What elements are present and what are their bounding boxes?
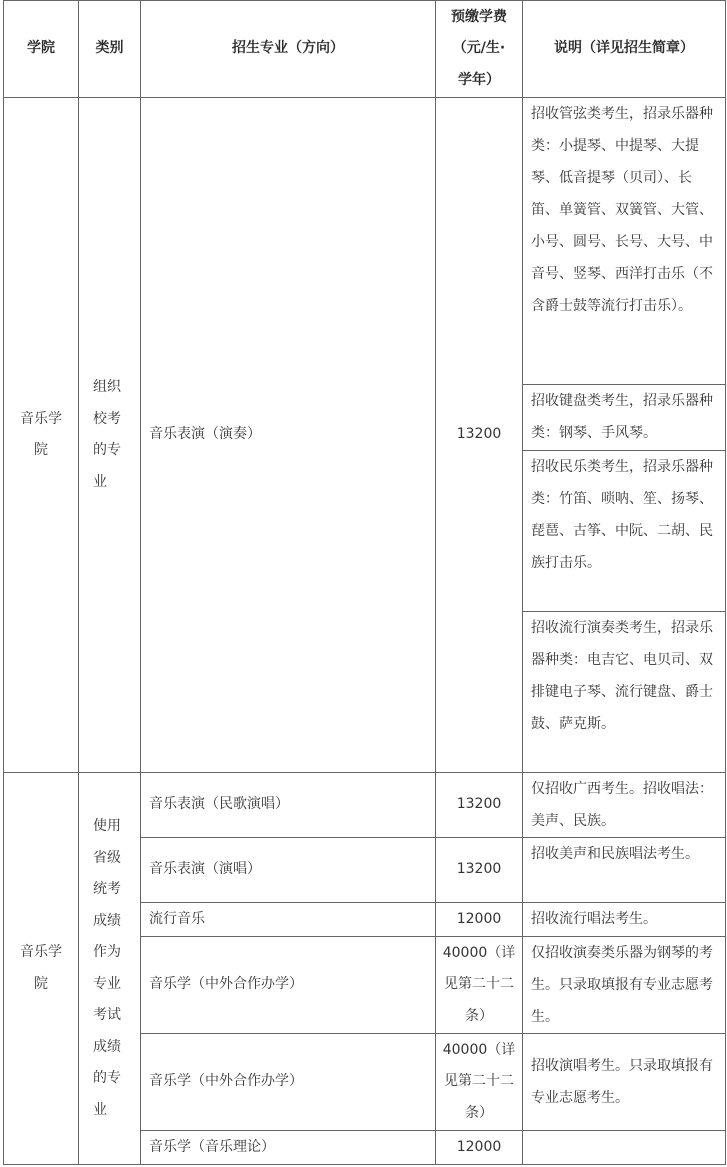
note-cell: 仅招收广西考生。招收唱法：美声、民族。	[523, 773, 726, 838]
fee-cell: 13200	[436, 773, 523, 838]
note-cell: 招收美声和民族唱法考生。	[523, 838, 726, 903]
category-cell: 组织校考的专业	[79, 98, 141, 773]
major-cell: 音乐表演（演唱）	[141, 838, 436, 903]
admissions-table	[3, 0, 726, 1165]
header-row	[4, 1, 726, 98]
fee-cell: 12000	[436, 903, 523, 937]
fee-cell: 40000（详见第二十二条）	[436, 1034, 523, 1131]
college-cell: 音乐学院	[4, 98, 79, 773]
header-college: 学院	[4, 1, 79, 98]
note-cell: 招收键盘类考生，招录乐器种类：钢琴、手风琴。	[523, 385, 726, 451]
note-cell: 招收民乐类考生，招录乐器种类：竹笛、唢呐、笙、扬琴、琵琶、古筝、中阮、二胡、民族打击乐。	[523, 451, 726, 612]
note-cell: 招收流行唱法考生。	[523, 903, 726, 937]
major-cell: 流行音乐	[141, 903, 436, 937]
note-cell: 招收管弦类考生，招录乐器种类：小提琴、中提琴、大提琴、低音提琴（贝司）、长笛、单簧管、双簧管、大管、小号、圆号、长号、大号、中音号、竖琴、西洋打击乐（不含爵士鼓等流行打击乐）。	[523, 98, 726, 385]
header-category: 类别	[79, 1, 141, 98]
major-cell: 音乐学（中外合作办学）	[141, 937, 436, 1034]
fee-cell: 40000（详见第二十二条）	[436, 937, 523, 1034]
note-cell: 仅招收演奏类乐器为钢琴的考生。只录取填报有专业志愿考生。	[523, 937, 726, 1034]
fee-cell: 12000	[436, 1131, 523, 1165]
college-cell: 音乐学院	[4, 773, 79, 1165]
fee-cell: 13200	[436, 838, 523, 903]
note-cell: 招收演唱考生。只录取填报有专业志愿考生。	[523, 1034, 726, 1131]
major-cell: 音乐表演（民歌演唱）	[141, 773, 436, 838]
table-row	[4, 773, 726, 838]
header-note: 说明（详见招生简章）	[523, 1, 726, 98]
table-row	[4, 98, 726, 385]
header-fee: 预缴学费（元/生·学年）	[436, 1, 523, 98]
major-cell: 音乐学（中外合作办学）	[141, 1034, 436, 1131]
note-cell: 招收流行演奏类考生，招录乐器种类：电吉它、电贝司、双排键电子琴、流行键盘、爵士鼓、萨克斯。	[523, 612, 726, 773]
note-cell	[523, 1131, 726, 1165]
major-cell: 音乐表演（演奏）	[141, 98, 436, 773]
major-cell: 音乐学（音乐理论）	[141, 1131, 436, 1165]
header-major: 招生专业（方向）	[141, 1, 436, 98]
fee-cell: 13200	[436, 98, 523, 773]
category-cell: 使用省级统考成绩作为专业考试成绩的专业	[79, 773, 141, 1165]
